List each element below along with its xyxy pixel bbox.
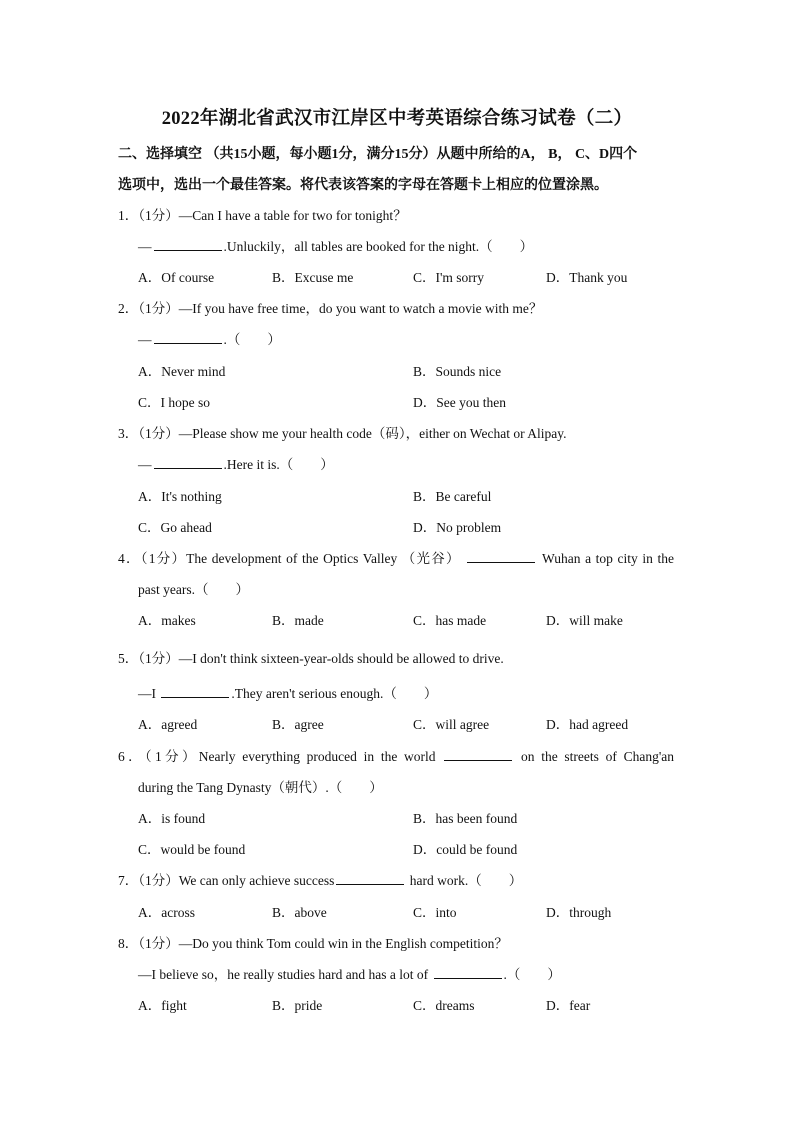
question-2-blank	[154, 331, 222, 344]
question-4-stem-start: 4．（1分）The development of the Optics Valley （光谷）	[118, 551, 461, 566]
question-4-stem	[118, 550, 674, 568]
question-4-stem-end: Wuhan a top city in the	[542, 551, 675, 566]
question-8-sub-start: —I believe so，he really studies hard and has a lot of	[138, 967, 429, 982]
question-2-option-a: A．Never mind	[138, 364, 226, 379]
question-6-stem-continued: during the Tang Dynasty（朝代）.（ ）	[138, 780, 383, 795]
question-8-option-b: B．pride	[272, 998, 323, 1013]
question-6-option-c: C．would be found	[138, 842, 246, 857]
question-3-option-a: A．It's nothing	[138, 489, 222, 504]
question-6-stem-start: 6．（1分）Nearly everything produced in the world	[118, 749, 436, 764]
question-2-sub-text: .（ ）	[223, 332, 281, 347]
section-instructions	[118, 139, 678, 201]
question-1-option-c: C．I'm sorry	[413, 270, 485, 285]
question-6-blank	[444, 748, 512, 761]
question-3-answer-line	[138, 456, 334, 474]
page-title: 2022年湖北省武汉市江岸区中考英语综合练习试卷（二）	[161, 109, 633, 129]
question-5-option-a: A．agreed	[138, 717, 198, 732]
question-6-stem-end: on the streets of Chang'an	[520, 749, 674, 764]
question-5-stem: 5．（1分）—I don't think sixteen-year-olds should be allowed to drive.	[118, 651, 504, 666]
question-3-option-c: C．Go ahead	[138, 520, 212, 535]
question-4-option-b: B．made	[272, 613, 324, 628]
question-1-answer-line	[138, 238, 533, 256]
question-1-option-d: D．Thank you	[546, 270, 628, 285]
question-8-answer-line	[138, 966, 561, 984]
question-7-blank	[336, 872, 404, 885]
question-7-option-d: D．through	[546, 905, 612, 920]
question-1-option-b: B．Excuse me	[272, 270, 354, 285]
question-8-option-a: A．fight	[138, 998, 187, 1013]
question-1-stem: 1．（1分）—Can I have a table for two for tonight？	[118, 208, 407, 223]
question-5-dash: —I	[138, 686, 156, 701]
question-4-option-d: D．will make	[546, 613, 623, 628]
question-4-blank	[467, 550, 535, 563]
question-1-dash: —	[138, 239, 152, 254]
question-5-option-c: C．will agree	[413, 717, 490, 732]
question-3-option-b: B．Be careful	[413, 489, 492, 504]
question-7-option-b: B．above	[272, 905, 327, 920]
question-5-blank	[161, 685, 229, 698]
question-6-stem	[118, 748, 674, 766]
question-4-option-c: C．has made	[413, 613, 487, 628]
question-8-blank	[434, 966, 502, 979]
question-2-dash: —	[138, 332, 152, 347]
question-4-stem-continued: past years.（ ）	[138, 582, 249, 597]
question-5-option-b: B．agree	[272, 717, 324, 732]
question-1-option-a: A．Of course	[138, 270, 215, 285]
question-7-stem-start: 7．（1分）We can only achieve success	[118, 873, 335, 888]
question-5-sub-text: .They aren't serious enough.（ ）	[231, 686, 438, 701]
question-7-stem	[118, 872, 522, 890]
question-1-sub-text: .Unluckily，all tables are booked for the night.（ ）	[223, 239, 534, 254]
question-2-stem: 2．（1分）—If you have free time，do you want to watch a movie with me？	[118, 301, 543, 316]
question-5-option-d: D．had agreed	[546, 717, 629, 732]
question-8-option-c: C．dreams	[413, 998, 475, 1013]
question-2-answer-line	[138, 331, 281, 349]
question-2-option-d: D．See you then	[413, 395, 506, 410]
question-7-option-a: A．across	[138, 905, 195, 920]
section-instructions-line-2: 选项中，选出一个最佳答案。将代表该答案的字母在答题卡上相应的位置涂黑。	[118, 178, 608, 193]
question-7-stem-end: hard work.（ ）	[409, 873, 523, 888]
question-5-answer-line	[138, 685, 437, 703]
question-3-sub-text: .Here it is.（ ）	[223, 457, 334, 472]
question-7-option-c: C．into	[413, 905, 457, 920]
question-2-option-c: C．I hope so	[138, 395, 210, 410]
question-6-option-a: A．is found	[138, 811, 206, 826]
question-6-option-d: D．could be found	[413, 842, 518, 857]
question-3-option-d: D．No problem	[413, 520, 502, 535]
question-2-option-b: B．Sounds nice	[413, 364, 502, 379]
question-3-blank	[154, 456, 222, 469]
question-3-dash: —	[138, 457, 152, 472]
question-8-option-d: D．fear	[546, 998, 591, 1013]
question-6-option-b: B．has been found	[413, 811, 518, 826]
question-4-option-a: A．makes	[138, 613, 196, 628]
question-3-stem: 3．（1分）—Please show me your health code（码），either on Wechat or Alipay.	[118, 426, 567, 441]
question-8-sub-text: .（ ）	[503, 967, 561, 982]
question-1-blank	[154, 238, 222, 251]
question-8-stem: 8．（1分）—Do you think Tom could win in the English competition？	[118, 936, 508, 951]
section-instructions-line-1: 二、选择填空 （共15小题，每小题1分，满分15分）从题中所给的A， B， C、D四个	[118, 147, 638, 162]
